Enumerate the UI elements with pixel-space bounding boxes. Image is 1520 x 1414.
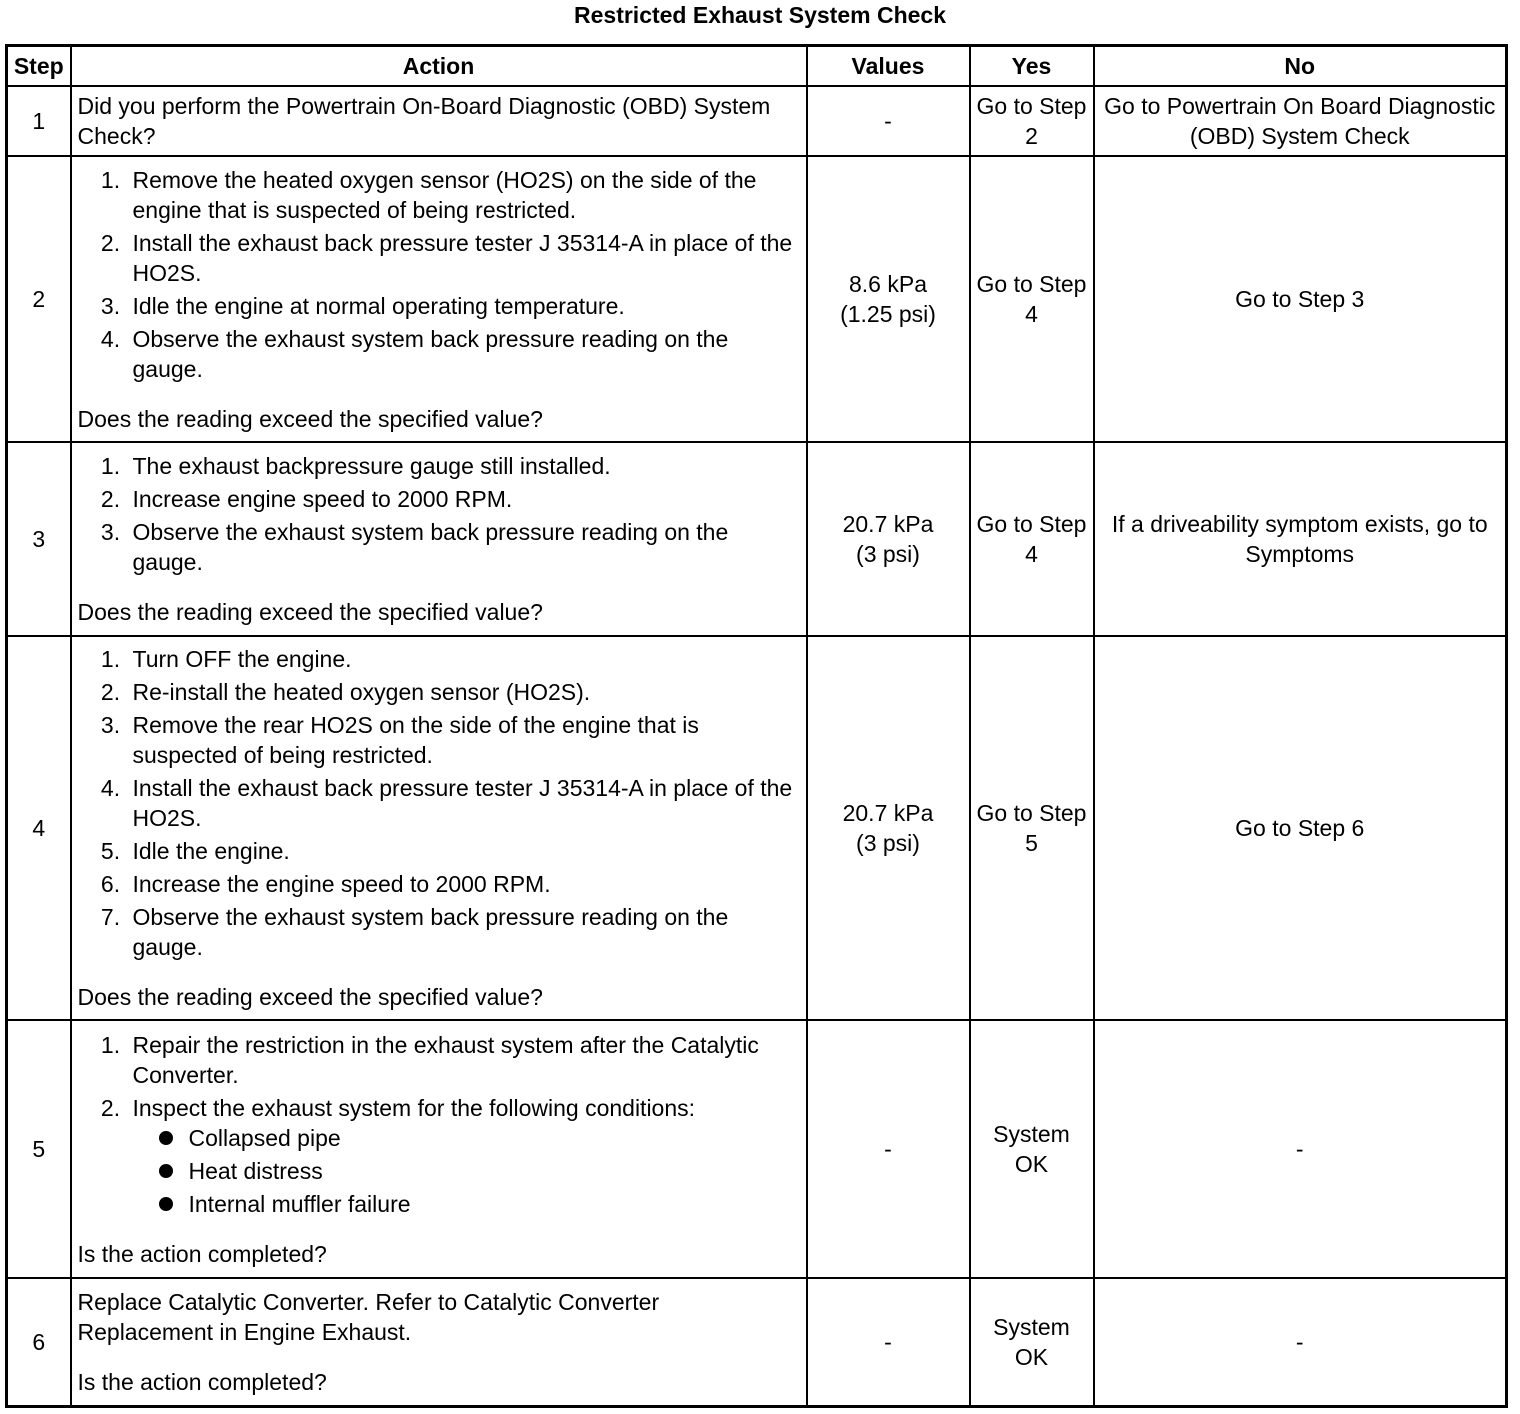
yes-cell: Go to Step 4 xyxy=(970,156,1094,442)
value-metric: 8.6 kPa xyxy=(849,271,927,298)
action-question: Does the reading exceed the specified value? xyxy=(77,405,543,432)
action-cell xyxy=(71,1020,807,1278)
action-step: 7. Observe the exhaust system back pressure reading on the gauge. xyxy=(127,902,800,962)
action-steps xyxy=(78,644,800,962)
table-row xyxy=(7,636,1507,1020)
values-cell xyxy=(807,156,970,442)
action-text: Replace Catalytic Converter. Refer to Catalytic Converter Replacement in Engine Exhaust. xyxy=(77,1289,660,1346)
value-imperial: (3 psi) xyxy=(856,829,920,856)
action-cell xyxy=(71,442,807,635)
action-steps xyxy=(78,451,800,577)
step-number: 1 xyxy=(7,86,71,156)
yes-cell: Go to Step 5 xyxy=(970,636,1094,1020)
header-values: Values xyxy=(807,46,970,87)
values-cell: - xyxy=(807,86,970,156)
action-step: 4. Observe the exhaust system back pressure reading on the gauge. xyxy=(127,324,800,384)
action-cell xyxy=(71,1278,807,1406)
value-metric: 20.7 kPa xyxy=(842,799,934,826)
action-question: Does the reading exceed the specified value? xyxy=(77,599,543,625)
yes-cell: System OK xyxy=(970,1020,1094,1278)
action-steps xyxy=(78,165,800,384)
action-step xyxy=(127,1093,800,1219)
action-question: Is the action completed? xyxy=(77,1369,327,1396)
no-cell: Go to Step 3 xyxy=(1094,156,1507,442)
no-cell: - xyxy=(1094,1278,1507,1406)
table-row xyxy=(7,442,1507,635)
table-row xyxy=(7,86,1507,156)
action-step: 3. Remove the rear HO2S on the side of the engine that is suspected of being restricted. xyxy=(127,710,800,770)
values-cell: - xyxy=(807,1020,970,1278)
action-step: 3. Observe the exhaust system back pressure reading on the gauge. xyxy=(127,517,800,577)
value-imperial: (3 psi) xyxy=(856,541,920,567)
step-number: 5 xyxy=(7,1020,71,1278)
action-step: 2. Re-install the heated oxygen sensor (HO2S). xyxy=(127,677,800,707)
action-step: 6. Increase the engine speed to 2000 RPM. xyxy=(127,869,800,899)
action-text: Did you perform the Powertrain On-Board Diagnostic (OBD) System Check? xyxy=(77,93,771,150)
condition-list xyxy=(133,1123,800,1219)
no-cell: Go to Step 6 xyxy=(1094,636,1507,1020)
step-number: 6 xyxy=(7,1278,71,1406)
action-cell xyxy=(71,156,807,442)
action-step: 2. Increase engine speed to 2000 RPM. xyxy=(127,484,800,514)
action-question: Is the action completed? xyxy=(77,1240,327,1267)
table-row xyxy=(7,1278,1507,1406)
yes-cell: Go to Step 2 xyxy=(970,86,1094,156)
values-cell: - xyxy=(807,1278,970,1406)
action-step: 1. Turn OFF the engine. xyxy=(127,644,800,674)
diagnostic-table xyxy=(5,44,1508,1408)
values-cell xyxy=(807,636,970,1020)
action-cell xyxy=(71,636,807,1020)
yes-cell: System OK xyxy=(970,1278,1094,1406)
header-action: Action xyxy=(71,46,807,87)
action-question: Does the reading exceed the specified value? xyxy=(77,983,543,1010)
table-row xyxy=(7,156,1507,442)
header-yes: Yes xyxy=(970,46,1094,87)
header-step: Step xyxy=(7,46,71,87)
condition-item: Collapsed pipe xyxy=(189,1123,800,1153)
action-step: 4. Install the exhaust back pressure tester J 35314-A in place of the HO2S. xyxy=(127,773,800,833)
action-step-text: Inspect the exhaust system for the following conditions: xyxy=(132,1094,696,1121)
no-cell: Go to Powertrain On Board Diagnostic (OBD) System Check xyxy=(1094,86,1507,156)
action-step: 1. Remove the heated oxygen sensor (HO2S) on the side of the engine that is suspected of being restricted. xyxy=(127,165,800,225)
step-number: 2 xyxy=(7,156,71,442)
table-row xyxy=(7,1020,1507,1278)
action-step: 1. Repair the restriction in the exhaust system after the Catalytic Converter. xyxy=(127,1030,800,1090)
action-cell xyxy=(71,86,807,156)
action-steps xyxy=(78,1030,800,1219)
action-step: 3. Idle the engine at normal operating temperature. xyxy=(127,291,800,321)
action-step: 2. Install the exhaust back pressure tester J 35314-A in place of the HO2S. xyxy=(127,228,800,288)
condition-item: Internal muffler failure xyxy=(189,1189,800,1219)
step-number: 3 xyxy=(7,442,71,635)
header-row xyxy=(7,46,1507,87)
action-step: 5. Idle the engine. xyxy=(127,836,800,866)
yes-cell: Go to Step 4 xyxy=(970,442,1094,635)
header-no: No xyxy=(1094,46,1507,87)
page-title: Restricted Exhaust System Check xyxy=(574,2,946,28)
condition-item: Heat distress xyxy=(189,1156,800,1186)
step-number: 4 xyxy=(7,636,71,1020)
no-cell: If a driveability symptom exists, go to Symptoms xyxy=(1094,442,1507,635)
no-cell: - xyxy=(1094,1020,1507,1278)
values-cell xyxy=(807,442,970,635)
value-metric: 20.7 kPa xyxy=(842,511,934,537)
action-step: 1. The exhaust backpressure gauge still installed. xyxy=(127,451,800,481)
value-imperial: (1.25 psi) xyxy=(840,301,936,328)
